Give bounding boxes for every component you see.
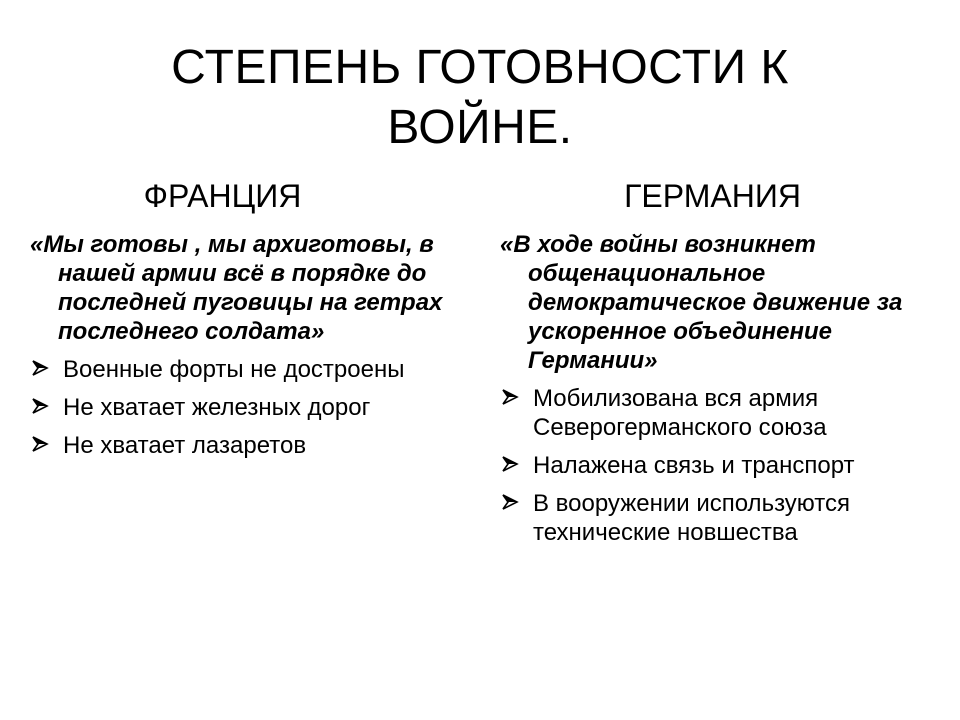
bullet-text: Не хватает железных дорог (63, 394, 371, 421)
column-heading: ФРАНЦИЯ (143, 178, 302, 214)
column-heading: ГЕРМАНИЯ (624, 178, 801, 214)
bullet-text: В вооружении используются технические новшества (533, 490, 850, 546)
quote-text: «Мы готовы , мы архиготовы, в нашей армии всё в порядке до последней пуговицы на гетрах последнего солдата» (30, 231, 443, 345)
bullet-item (500, 384, 945, 442)
bullet-list (30, 355, 475, 460)
bullet-item (500, 489, 945, 547)
bullet-item (30, 355, 475, 384)
arrow-bullet-icon (30, 396, 50, 416)
bullet-item (30, 393, 475, 422)
bullet-item (500, 451, 945, 480)
bullet-text: Не хватает лазаретов (63, 432, 307, 459)
arrow-bullet-icon (30, 358, 50, 378)
column-france (30, 176, 475, 460)
quote-text: «В ходе войны возникнет общенациональное демократическое движение за ускоренное объединение Германии» (500, 231, 903, 374)
arrow-bullet-icon (500, 492, 520, 512)
arrow-bullet-icon (500, 454, 520, 474)
bullet-item (30, 431, 475, 460)
bullet-text: Военные форты не достроены (63, 356, 405, 383)
column-germany (500, 176, 945, 547)
bullet-text: Налажена связь и транспорт (533, 452, 855, 479)
arrow-bullet-icon (30, 434, 50, 454)
slide-title: СТЕПЕНЬ ГОТОВНОСТИ К ВОЙНЕ. (171, 41, 789, 154)
bullet-list (500, 384, 945, 547)
bullet-text: Мобилизована вся армия Северогерманского союза (533, 385, 827, 441)
arrow-bullet-icon (500, 387, 520, 407)
